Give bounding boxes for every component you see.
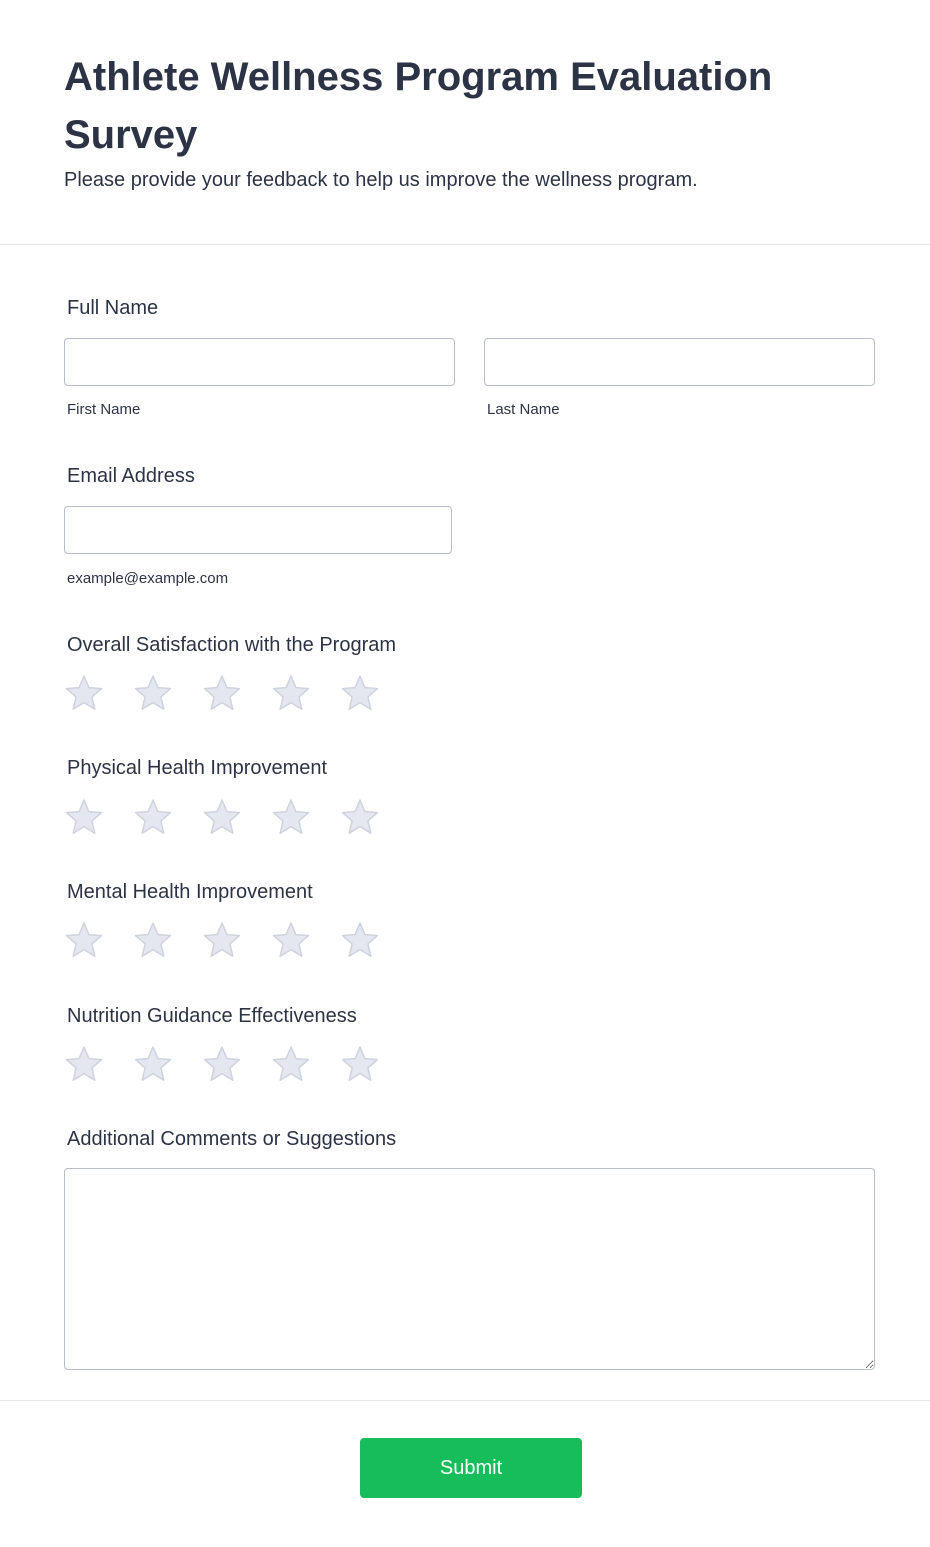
star-rating-overall-satisfaction	[64, 673, 394, 713]
email-label: Email Address	[67, 465, 195, 487]
star-icon[interactable]	[64, 673, 104, 713]
form-subtitle: Please provide your feedback to help us improve the wellness program.	[64, 169, 698, 191]
rating-label-overall-satisfaction: Overall Satisfaction with the Program	[67, 634, 397, 656]
email-input[interactable]	[64, 506, 452, 554]
star-icon[interactable]	[133, 797, 173, 837]
full-name-label: Full Name	[67, 297, 159, 319]
form-title: Athlete Wellness Program Evaluation Survey	[64, 55, 773, 157]
star-icon[interactable]	[271, 1044, 311, 1084]
star-icon[interactable]	[133, 1044, 173, 1084]
rating-label-nutrition-guidance: Nutrition Guidance Effectiveness	[67, 1005, 357, 1027]
star-icon[interactable]	[64, 797, 104, 837]
star-icon[interactable]	[340, 920, 380, 960]
star-icon[interactable]	[64, 1044, 104, 1084]
rating-label-mental-health: Mental Health Improvement	[67, 881, 313, 903]
first-name-sublabel: First Name	[67, 401, 141, 418]
first-name-input[interactable]	[64, 338, 455, 386]
star-icon[interactable]	[202, 797, 242, 837]
comments-label: Additional Comments or Suggestions	[67, 1128, 397, 1150]
last-name-input[interactable]	[484, 338, 875, 386]
star-icon[interactable]	[340, 797, 380, 837]
star-icon[interactable]	[271, 797, 311, 837]
star-rating-physical-health	[64, 797, 394, 837]
star-icon[interactable]	[133, 673, 173, 713]
submit-button[interactable]: Submit	[360, 1438, 582, 1498]
star-icon[interactable]	[64, 920, 104, 960]
last-name-sublabel: Last Name	[487, 401, 560, 418]
star-icon[interactable]	[202, 920, 242, 960]
comments-textarea[interactable]	[64, 1168, 875, 1370]
star-icon[interactable]	[202, 1044, 242, 1084]
star-icon[interactable]	[340, 673, 380, 713]
star-rating-mental-health	[64, 920, 394, 960]
star-icon[interactable]	[133, 920, 173, 960]
star-icon[interactable]	[202, 673, 242, 713]
star-icon[interactable]	[271, 920, 311, 960]
form-header	[0, 0, 930, 245]
star-rating-nutrition-guidance	[64, 1044, 394, 1084]
star-icon[interactable]	[271, 673, 311, 713]
footer-divider	[0, 1400, 930, 1401]
email-sublabel: example@example.com	[67, 570, 229, 587]
star-icon[interactable]	[340, 1044, 380, 1084]
rating-label-physical-health: Physical Health Improvement	[67, 757, 328, 779]
